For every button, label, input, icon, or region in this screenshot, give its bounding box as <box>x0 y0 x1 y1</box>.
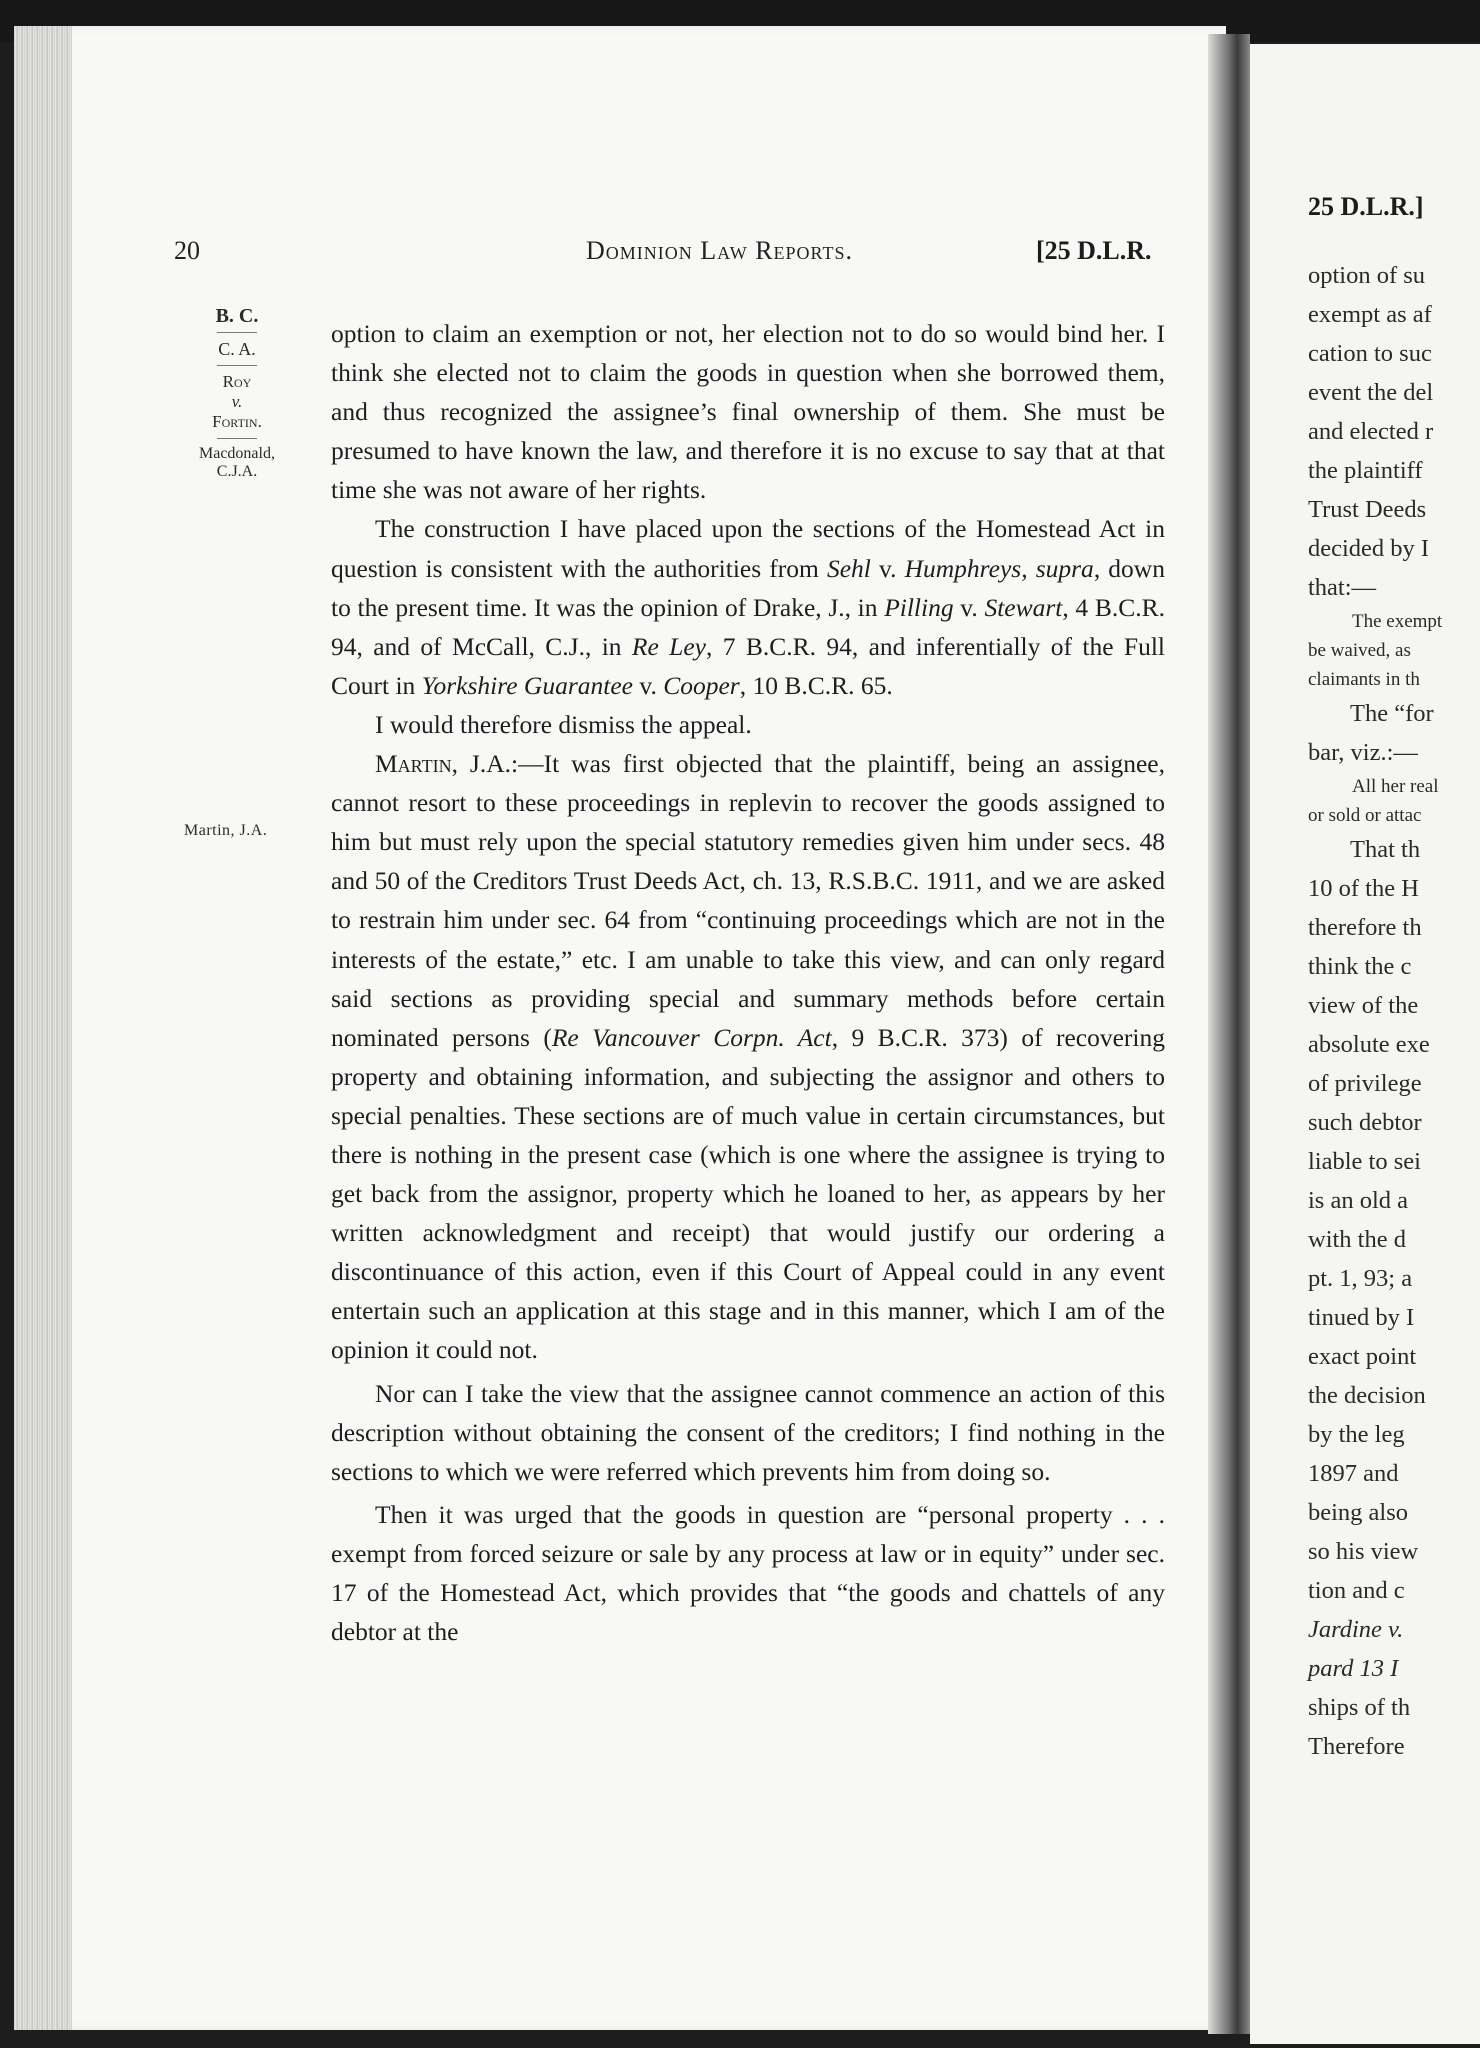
right-line: That th <box>1350 836 1421 863</box>
paragraph-text: v. <box>953 592 985 622</box>
right-line: ships of th <box>1308 1694 1411 1721</box>
right-line: is an old a <box>1308 1187 1409 1214</box>
case-name: Re Ley <box>631 631 706 661</box>
right-quote-line: be waived, as <box>1308 640 1411 661</box>
right-page-header: 25 D.L.R.] <box>1308 192 1424 221</box>
case-name: Humphreys, supra <box>904 553 1094 583</box>
margin-case-plaintiff: Roy <box>222 372 252 391</box>
margin-judge-name: Macdonald, <box>199 445 275 462</box>
case-name: Stewart <box>984 592 1063 622</box>
page-number: 20 <box>174 236 200 265</box>
paragraph-3 <box>331 705 1165 744</box>
right-line: being also <box>1308 1499 1409 1526</box>
right-line: cation to suc <box>1308 340 1432 367</box>
paragraph-text: v. <box>870 553 905 583</box>
margin-case-versus: v. <box>231 392 243 411</box>
right-line: pard 13 I <box>1308 1655 1399 1682</box>
case-name: Yorkshire Guarantee <box>421 670 633 700</box>
case-name: Re Vancouver Corpn. Act <box>551 1022 832 1052</box>
book-gutter <box>1208 34 1250 2034</box>
paragraph-text: v. <box>633 670 664 700</box>
right-quote-line: or sold or attac <box>1308 805 1422 826</box>
page-edges <box>14 26 72 2030</box>
right-page-text <box>1308 256 1480 1766</box>
margin-case-defendant: Fortin. <box>212 412 262 431</box>
right-line: think the c <box>1308 953 1412 980</box>
paragraph-text: The construction I have placed upon the sections of the Homestead Act in question is consistent with the authorities from <box>331 514 1165 583</box>
case-name: Sehl <box>826 553 871 583</box>
right-line: that:— <box>1308 574 1377 601</box>
body-text <box>331 314 1165 1651</box>
right-line: by the leg <box>1308 1421 1405 1448</box>
right-line: The “for <box>1350 700 1434 727</box>
right-line: the plaintiff <box>1308 457 1423 484</box>
margin-divider <box>217 332 257 333</box>
right-line: with the d <box>1308 1226 1406 1253</box>
volume-reference: [25 D.L.R. <box>1036 236 1152 265</box>
right-line: tion and c <box>1308 1577 1405 1604</box>
right-line: such debtor <box>1308 1109 1422 1136</box>
paragraph-4 <box>331 744 1165 1370</box>
right-line: and elected r <box>1308 418 1434 445</box>
paragraph-text: , 9 B.C.R. 373) of recovering property and obtaining information, and subjecting the assignor and others to special penalties. These sections are of much value in certain circumstances, but there is nothing in the present case (which is one where the assignee is trying to get back from the assignor, property which he loaned to her, as appears by her written acknowledgment and receipt) that would justify our ordering a discontinuance of this action, even if this Court of Appeal could in any event entertain such an application at this stage and in this manner, which I am of the opinion it could not. <box>331 1022 1165 1365</box>
margin-divider <box>217 365 257 366</box>
paragraph-text: Then it was urged that the goods in question are “personal property . . . exempt from forced seizure or sale by any process at law or in equity” under sec. 17 of the Homestead Act, which provides that “the goods and chattels of any debtor at the <box>331 1499 1165 1647</box>
paragraph-5 <box>331 1374 1165 1491</box>
right-line: tinued by I <box>1308 1304 1415 1331</box>
paragraph-text: Nor can I take the view that the assignee cannot commence an action of this description without obtaining the consent of the creditors; I find nothing in the sections to which we were referred which prevents him from doing so. <box>331 1378 1165 1486</box>
paragraph-text: option to claim an exemption or not, her election not to do so would bind her. I think she elected not to claim the goods in question when she borrowed them, and thus recognized the assignee’s final ownership of them. She must be presumed to have known the law, and therefore it is no excuse to say that at that time she was not aware of her rights. <box>331 319 1165 505</box>
paragraph-2 <box>331 509 1165 704</box>
paragraph-text: , 4 B.C.R. 94, and of McCall, C.J., in <box>331 592 1165 661</box>
right-line: Jardine v. <box>1308 1616 1404 1643</box>
margin-judge-title: C.J.A. <box>216 463 258 480</box>
margin-judge-martin: Martin, J.A. <box>184 822 268 839</box>
right-line: bar, viz.:— <box>1308 739 1418 766</box>
right-line: absolute exe <box>1308 1031 1430 1058</box>
paragraph-6 <box>331 1495 1165 1651</box>
right-quote-line: All her real <box>1352 776 1439 797</box>
right-line: 10 of the H <box>1308 875 1419 902</box>
paragraph-text: , down to the present time. It was the opinion of Drake, J., in <box>331 553 1165 622</box>
right-quote-line: The exempt <box>1352 611 1443 632</box>
paragraph-text: , 7 B.C.R. 94, and inferentially of the Full Court in <box>331 631 1165 700</box>
right-line: 1897 and <box>1308 1460 1399 1487</box>
right-line: event the del <box>1308 379 1434 406</box>
right-line: view of the <box>1308 992 1419 1019</box>
right-line: the decision <box>1308 1382 1426 1409</box>
right-line: Therefore <box>1308 1733 1405 1760</box>
paragraph-text: , 10 B.C.R. 65. <box>739 670 893 700</box>
right-line: of privilege <box>1308 1070 1422 1097</box>
judge-name: Martin, J.A. <box>375 749 512 779</box>
paragraph-text: I would therefore dismiss the appeal. <box>375 709 752 739</box>
case-name: Pilling <box>884 592 954 622</box>
right-line: exempt as af <box>1308 301 1432 328</box>
right-quote-line: claimants in th <box>1308 669 1420 690</box>
right-line: therefore th <box>1308 914 1422 941</box>
margin-notes <box>174 306 300 481</box>
running-head: Dominion Law Reports. <box>586 236 853 265</box>
margin-court-division: C. A. <box>218 339 256 359</box>
right-line: Trust Deeds <box>1308 496 1427 523</box>
right-page <box>1250 44 1480 2044</box>
paragraph-text: :—It was first objected that the plaintiff, being an assignee, cannot resort to these proceedings in replevin to recover the goods assigned to him but must rely upon the special statutory remedies given him under secs. 48 and 50 of the Creditors Trust Deeds Act, ch. 13, R.S.B.C. 1911, and we are asked to restrain him under sec. 64 from “continuing proceedings which are not in the interests of the estate,” etc. I am unable to take this view, and can only regard said sections as providing special and summary methods before certain nominated persons ( <box>331 749 1165 1052</box>
margin-court: B. C. <box>215 305 259 327</box>
paragraph-1 <box>331 314 1165 509</box>
right-line: decided by I <box>1308 535 1430 562</box>
right-line: so his view <box>1308 1538 1419 1565</box>
right-line: liable to sei <box>1308 1148 1421 1175</box>
right-line: exact point <box>1308 1343 1417 1370</box>
right-line: pt. 1, 93; a <box>1308 1265 1413 1292</box>
right-line: option of su <box>1308 262 1426 289</box>
left-page <box>14 26 1226 2030</box>
case-name: Cooper <box>663 670 740 700</box>
margin-divider <box>217 438 257 439</box>
